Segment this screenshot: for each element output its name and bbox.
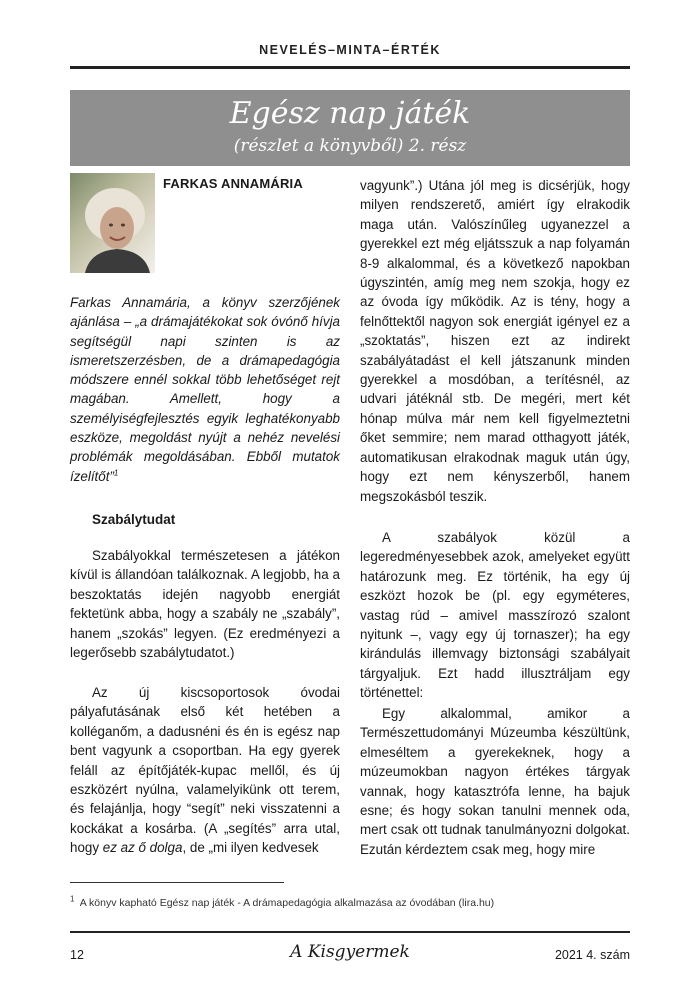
body-paragraph [360,528,630,703]
footnote-reference: 1 [113,468,119,478]
intro-paragraph [70,293,340,486]
issue-number: 2021 4. szám [554,948,630,962]
author-photo [70,173,155,273]
paragraph-text: A szabályok közül a legeredményesebbek azok, amelyeket együtt határozunk meg. Ez történik, ha egy új eszközt hozok be (pl. egy egyméteres, vastag rúd – amivel masszírozó szalont nyitunk –, vagy egy új tornaszer); ha egy kirándulás illemvagy biztonsági szabályait tárgyaljuk. Ezt hadd illusztráljam egy történettel: [360,530,630,701]
intro-text: Farkas Annamária, a könyv szerzőjének ajánlása – „a drámajátékokat sok óvónő hívja segítségül napi szinten is az ismeretszerzésben, de a drámapedagógia módszere ennél sokkal több lehetőséget rejt magában. Amellett, hogy a személyiségfejlesztés egyik leghatékonyabb eszköze, megoldást nyújt a nehéz nevelési problémák megoldásában. Ebből mutatok ízelítőt” [70,295,340,484]
article-title: Egész nap játék [229,96,471,131]
footer-rule [70,931,630,933]
magazine-title: A Kisgyermek [290,942,410,962]
emphasis-text: ez az ő dolga [102,840,183,856]
paragraph-text-part: Az új kiscsoportosok óvodai pályafutásának első két hetében a kolléganőm, a dadusnéni és én is egész nap bent vagyunk a csoportban. Ha egy gyerek feláll az építőjáték-kupac mellől, és új eszközért nyúlna, valamelyikünk ott terem, és felajánlja, hogy “segít” neki visszatenni a kockákat a kosárba. (A „segítés” arra utal, hogy [70,685,340,856]
running-header: NEVELÉS–MINTA–ÉRTÉK [259,43,441,57]
paragraph-text: Egy alkalommal, amikor a Természettudományi Múzeumba készültünk, elmeséltem a gyerekeknek, hogy a múzeumokban nagyon értékes tárgyak vannak, hogy katasztrófa lenne, ha bajuk esne; és hogy sokan tanulni mennek oda, mert csak ott tudnak tanulmányozni dolgokat. Ezután kérdeztem csak meg, hogy mire [360,706,630,857]
footnote [70,894,495,909]
body-paragraph [70,546,340,662]
body-paragraph [360,704,630,859]
paragraph-text: Szabályokkal természetesen a játékon kívül is állandóan találkoznak. A legjobb, ha a beszoktatás idején nagyobb energiát fektetünk abba, hogy a szabály ne „szabály”, hanem „szokás” legyen. (Ez eredményezi a legerősebb szabálytudatot.) [70,548,340,661]
title-banner [70,90,630,166]
paragraph-text: vagyunk”.) Utána jól meg is dicsérjük, hogy milyen rendszerető, amiért így elrakodik maga után. Valószínűleg ugyanezzel a gyerekkel ezt még eljátsszuk a nap folyamán 8-9 alkalommal, és a következő napokban úgyszintén, amíg meg nem szokja, hogy ez az óvoda így működik. Az is tény, hogy a felnőttektől nagyon sok energiát igényel ez a „szoktatás”, hiszen ezt az indirekt szabályátadást el kell játszanunk minden gyerekkel a mosdóban, a terítésnél, az udvari játéknál stb. De megéri, mert két hónap múlva már nem kell figyelmeztetni őket semmire; nem marad otthagyott játék, automatikusan elrakodnak maguk után úgy, hogy ezt nem kényszerből, hanem megszokásból teszik. [360,178,630,504]
author-name: FARKAS ANNAMÁRIA [163,176,303,191]
page-number: 12 [70,948,84,962]
section-heading: Szabálytudat [92,512,176,527]
article-subtitle: (részlet a könyvből) 2. rész [233,136,467,156]
body-paragraph [70,683,340,858]
footnote-mark: 1 [70,894,75,904]
body-paragraph [360,176,630,506]
author-portrait-image [70,173,155,273]
footnote-rule [70,882,284,883]
paragraph-text [70,683,340,858]
header-rule [70,66,630,69]
paragraph-text-part: , de „mi ilyen kedvesek [182,840,319,856]
footnote-text: A könyv kapható Egész nap játék - A drámapedagógia alkalmazása az óvodában (lira.hu) [79,897,495,909]
